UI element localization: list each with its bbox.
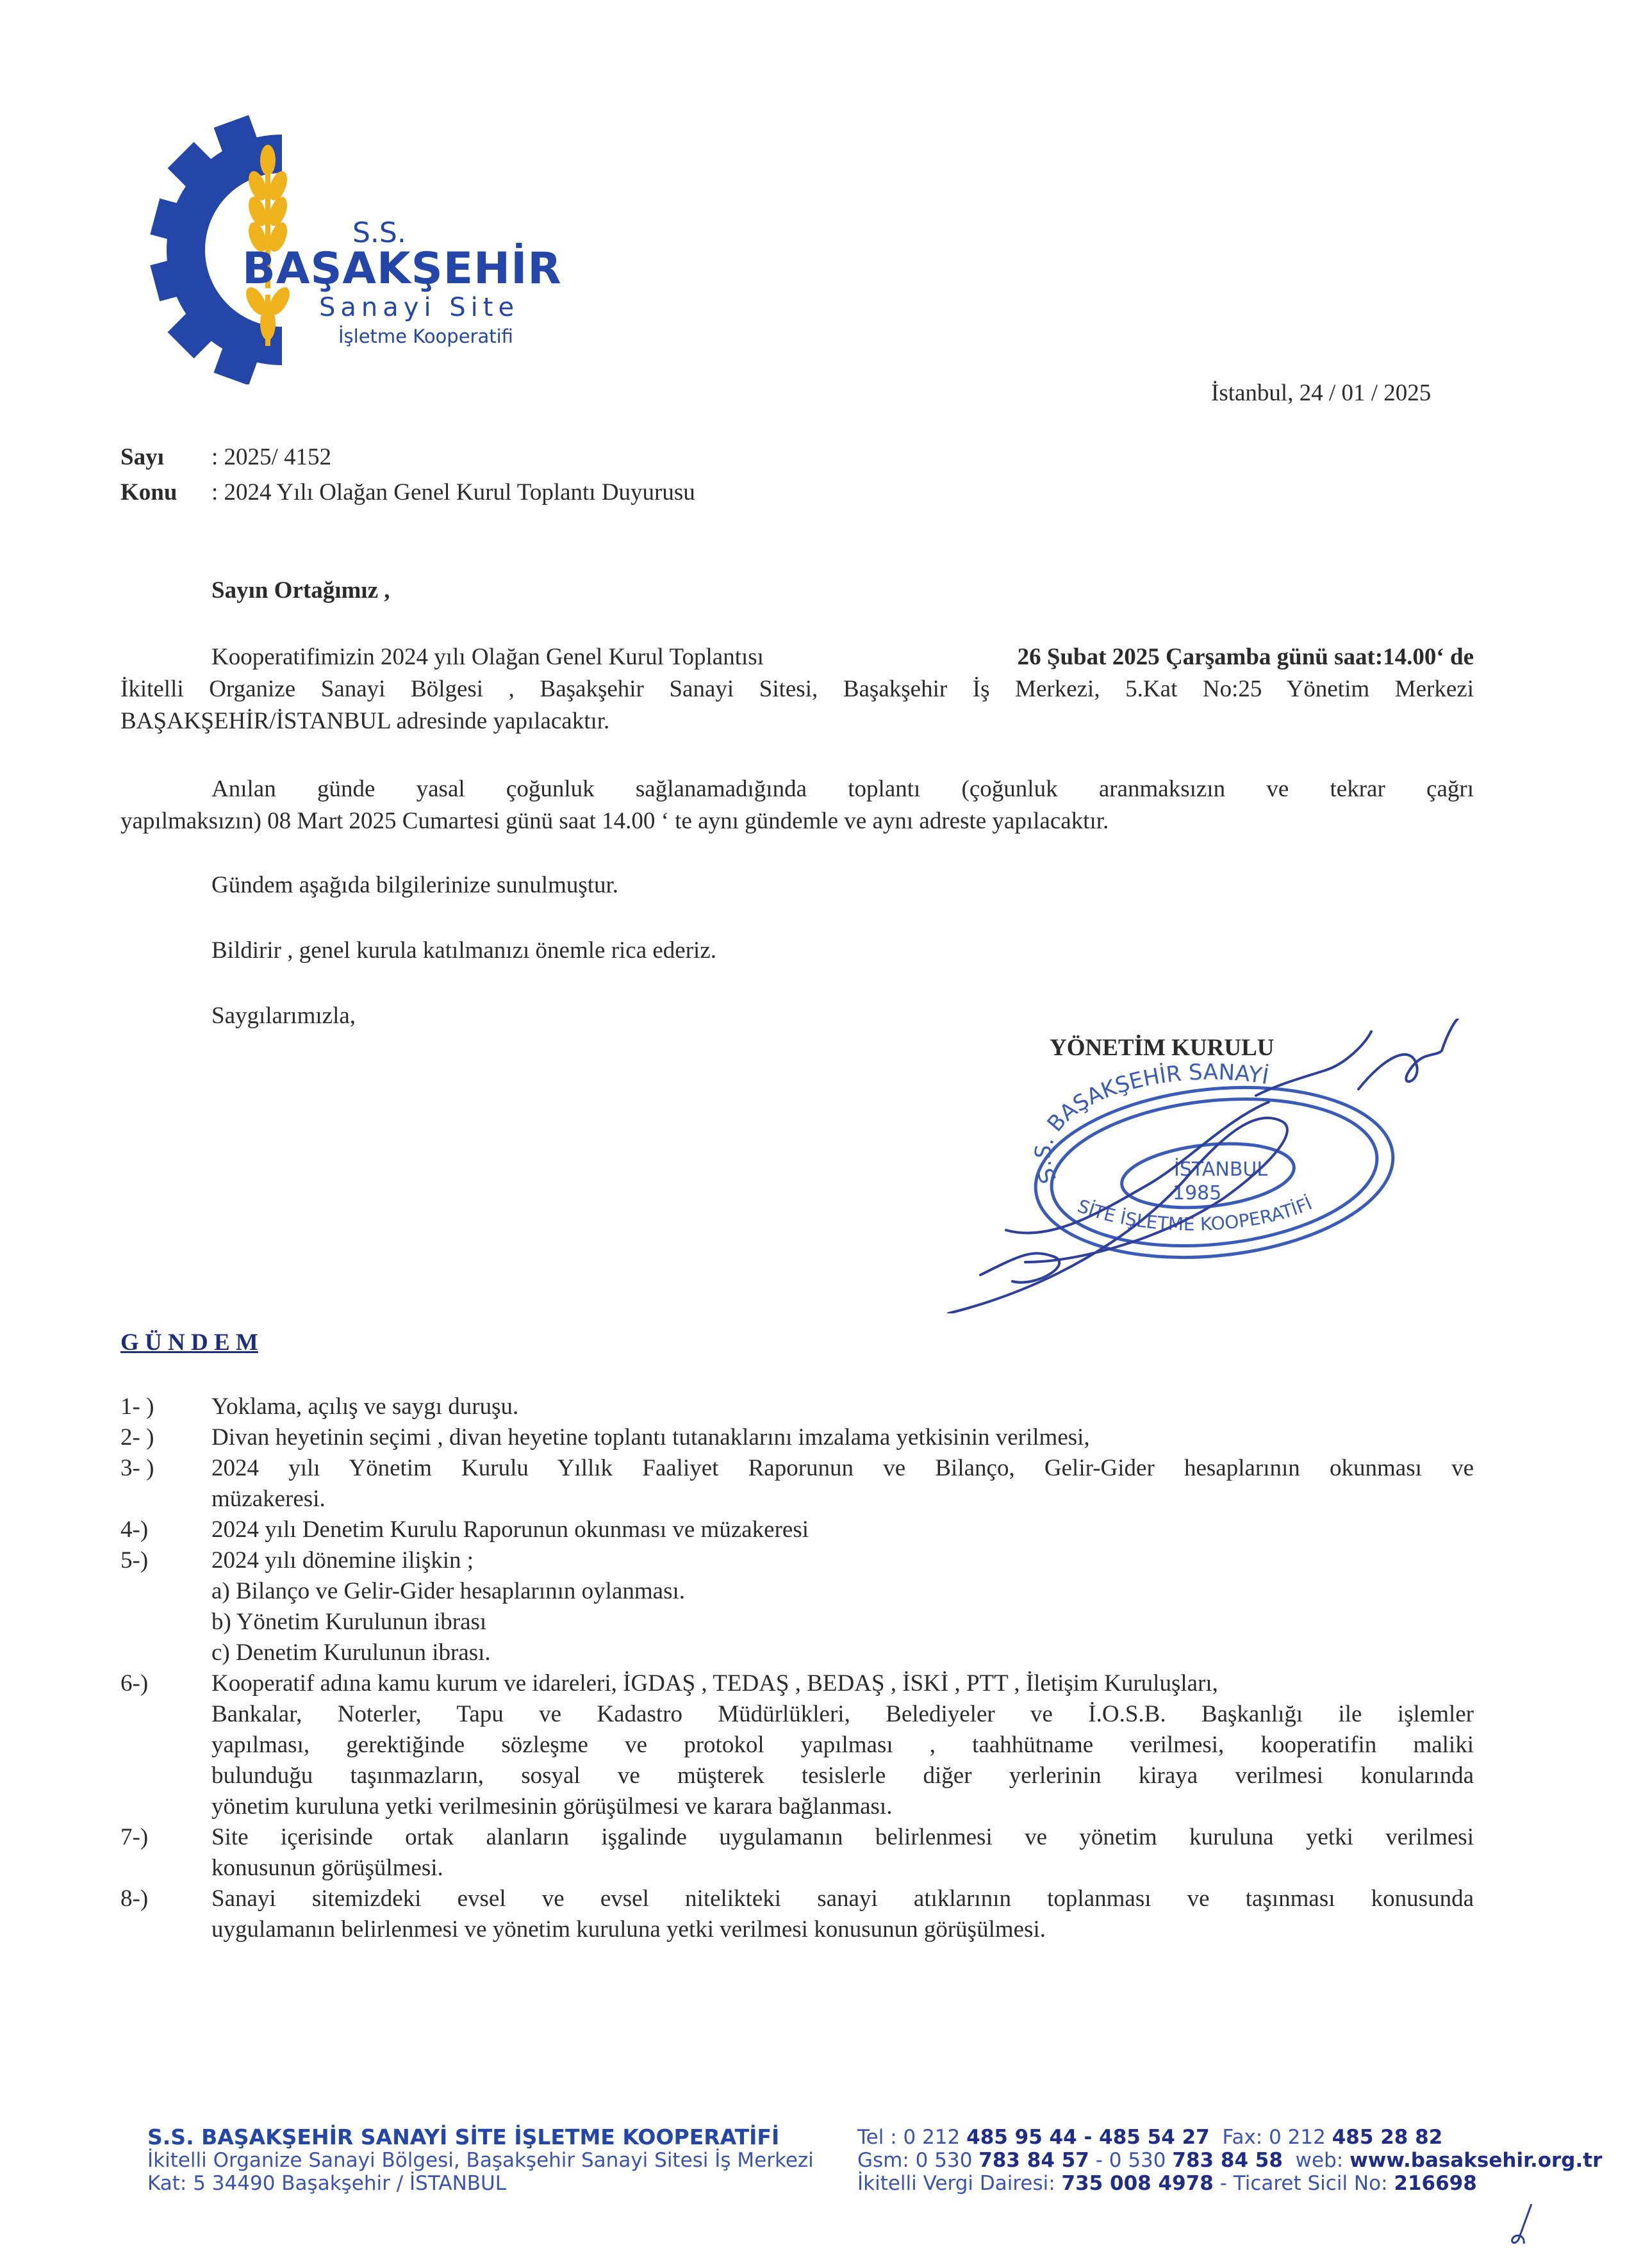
agenda-line: Yoklama, açılış ve saygı duruşu. <box>211 1393 519 1420</box>
agenda-line: c) Denetim Kurulunun ibrası. <box>211 1639 491 1666</box>
fax-value: 485 28 82 <box>1332 2126 1443 2149</box>
sayi-label: Sayı <box>120 444 164 470</box>
fax-label: Fax: 0 212 <box>1222 2126 1326 2149</box>
footer-org: S.S. BAŞAKŞEHİR SANAYİ SİTE İŞLETME KOOPERATİFİ <box>147 2124 780 2149</box>
para2-line1: Anılan günde yasal çoğunluk sağlanamadığında toplantı (çoğunluk aranmaksızın ve tekrar çağrı <box>211 776 1474 802</box>
agenda-num: 3- ) <box>120 1455 154 1481</box>
agenda-line: müzakeresi. <box>211 1486 326 1512</box>
agenda-num: 7-) <box>120 1824 149 1850</box>
gsm-label: Gsm: 0 530 <box>857 2149 973 2172</box>
agenda-num: 5-) <box>120 1547 149 1574</box>
agenda-num: 8-) <box>120 1886 149 1912</box>
agenda-line: konusunun görüşülmesi. <box>211 1855 443 1881</box>
agenda-line: b) Yönetim Kurulunun ibrası <box>211 1609 487 1635</box>
agenda-list <box>120 1392 1474 1945</box>
para3: Gündem aşağıda bilgilerinize sunulmuştur. <box>211 872 619 898</box>
agenda-line: 2024 yılı Yönetim Kurulu Yıllık Faaliyet Raporunun ve Bilanço, Gelir-Gider hesaplarının okunması ve <box>211 1455 1474 1481</box>
stamp-top-text: S.S. BAŞAKŞEHİR SANAYİ <box>1030 1059 1271 1188</box>
company-logo <box>147 115 562 384</box>
agenda-line: 2024 yılı Denetim Kurulu Raporunun okunması ve müzakeresi <box>211 1516 809 1543</box>
logo-name: BAŞAKŞEHİR <box>242 243 562 294</box>
footer-address-2: Kat: 5 34490 Başakşehir / İSTANBUL <box>147 2172 506 2195</box>
salutation: Sayın Ortağımız , <box>211 577 390 604</box>
agenda-item-1 <box>120 1392 1474 1422</box>
stamp-bottom-text: SİTE İŞLETME KOOPERATİFİ <box>1075 1192 1316 1235</box>
agenda-num: 2- ) <box>120 1424 154 1450</box>
logo-ss: S.S. <box>352 217 406 249</box>
footer-right <box>857 2126 1602 2195</box>
agenda-num: 6-) <box>120 1670 149 1697</box>
para1-text: Kooperatifimizin 2024 yılı Olağan Genel Kurul Toplantısı <box>211 644 764 670</box>
agenda-line: yapılması, gerektiğinde sözleşme ve protokol yapılması , taahhütname verilmesi, kooperatifin maliki <box>211 1732 1474 1758</box>
stamp-and-signature <box>923 1019 1467 1313</box>
agenda-line: 2024 yılı dönemine ilişkin ; <box>211 1547 474 1574</box>
initial-mark-icon <box>1506 2204 1538 2249</box>
agenda-line: Divan heyetinin seçimi , divan heyetine toplantı tutanaklarını imzalama yetkisinin verilmesi, <box>211 1424 1090 1450</box>
agenda-line: yönetim kuruluna yetki verilmesinin görüşülmesi ve karara bağlanması. <box>211 1793 893 1820</box>
document-date: İstanbul, 24 / 01 / 2025 <box>1211 380 1432 406</box>
footer-address-1: İkitelli Organize Sanayi Bölgesi, Başakşehir Sanayi Sitesi İş Merkezi <box>147 2149 814 2172</box>
agenda-line: uygulamanın belirlenmesi ve yönetim kuruluna yetki verilmesi konusunun görüşülmesi. <box>211 1916 1046 1943</box>
sayi-value: : 2025/ 4152 <box>211 444 332 470</box>
para1-line1 <box>211 642 1474 673</box>
para1-meeting-datetime: 26 Şubat 2025 Çarşamba günü saat:14.00‘ de <box>1017 644 1474 670</box>
tax-value: 735 008 4978 <box>1061 2172 1214 2195</box>
para4: Bildirir , genel kurula katılmanızı önemle rica ederiz. <box>211 937 717 964</box>
footer-tel-line <box>857 2126 1602 2149</box>
agenda-line: bulunduğu taşınmazların, sosyal ve müşterek tesislerle diğer yerlerinin kiraya verilmesi konularında <box>211 1763 1474 1789</box>
footer-tax-line <box>857 2172 1602 2195</box>
web-link[interactable]: www.basaksehir.org.tr <box>1349 2149 1603 2172</box>
para1-line2: İkitelli Organize Sanayi Bölgesi , Başakşehir Sanayi Sitesi, Başakşehir İş Merkezi, 5.Kat No:25 Yönetim Merkezi <box>120 676 1474 702</box>
agenda-item-4 <box>120 1515 1474 1545</box>
agenda-item-3 <box>120 1453 1474 1515</box>
logo-sub: Sanayi Site <box>319 293 520 322</box>
agenda-item-7 <box>120 1822 1474 1884</box>
footer-left <box>147 2126 814 2195</box>
agenda-item-8 <box>120 1884 1474 1945</box>
agenda-line: Sanayi sitemizdeki evsel ve evsel nitelikteki sanayi atıklarının toplanması ve taşınması konusunda <box>211 1886 1474 1912</box>
closing: Saygılarımızla, <box>211 1003 356 1029</box>
logo-sub2: İşletme Kooperatifi <box>338 325 513 347</box>
tax-label: İkitelli Vergi Dairesi: <box>857 2172 1055 2195</box>
gsm-1: 783 84 57 <box>978 2149 1089 2172</box>
stamp-city: İSTANBUL <box>1174 1158 1268 1181</box>
para1-line3: BAŞAKŞEHİR/İSTANBUL adresinde yapılacaktır. <box>120 708 610 734</box>
agenda-line: Site içerisinde ortak alanların işgalinde uygulamanın belirlenmesi ve yönetim kuruluna yetki verilmesi <box>211 1824 1474 1850</box>
tel-label: Tel : 0 212 <box>857 2126 961 2149</box>
agenda-num: 4-) <box>120 1516 149 1543</box>
agenda-title: G Ü N D E M <box>120 1329 258 1356</box>
gsm-sep: - 0 530 <box>1095 2149 1166 2172</box>
agenda-item-5 <box>120 1545 1474 1668</box>
web-label: web: <box>1295 2149 1344 2172</box>
signatory: YÖNETİM KURULU <box>1050 1035 1275 1061</box>
stamp-icon <box>923 1019 1467 1313</box>
reg-label: - Ticaret Sicil No: <box>1219 2172 1388 2195</box>
agenda-line: Kooperatif adına kamu kurum ve idareleri, İGDAŞ , TEDAŞ , BEDAŞ , İSKİ , PTT , İletişim Kuruluşları, <box>211 1670 1218 1697</box>
tel-value: 485 95 44 - 485 54 27 <box>966 2126 1210 2149</box>
agenda-item-2 <box>120 1422 1474 1453</box>
agenda-item-6 <box>120 1668 1474 1822</box>
stamp-year: 1985 <box>1173 1182 1222 1204</box>
agenda-num: 1- ) <box>120 1393 154 1420</box>
agenda-line: Bankalar, Noterler, Tapu ve Kadastro Müdürlükleri, Belediyeler ve İ.O.S.B. Başkanlığı ile işlemler <box>211 1701 1474 1727</box>
gsm-2: 783 84 58 <box>1172 2149 1283 2172</box>
konu-label: Konu <box>120 479 177 505</box>
reg-value: 216698 <box>1394 2172 1477 2195</box>
footer-gsm-line <box>857 2149 1602 2172</box>
para2-line2: yapılmaksızın) 08 Mart 2025 Cumartesi günü saat 14.00 ‘ te aynı gündemle ve aynı adreste yapılacaktır. <box>120 808 1109 834</box>
konu-value: : 2024 Yılı Olağan Genel Kurul Toplantı Duyurusu <box>211 479 695 505</box>
agenda-line: a) Bilanço ve Gelir-Gider hesaplarının oylanması. <box>211 1578 686 1604</box>
